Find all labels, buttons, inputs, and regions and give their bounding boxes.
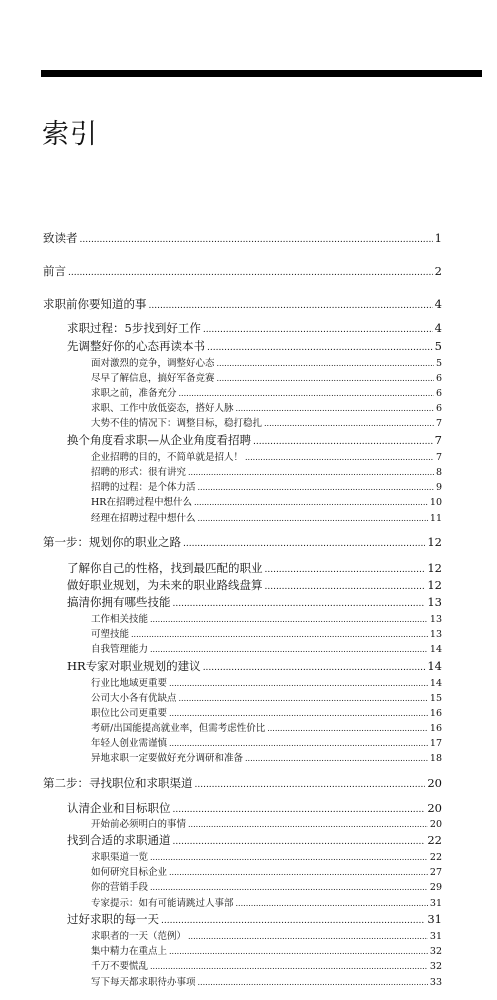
dot-leader [169, 739, 428, 748]
toc-entry-page: 22 [427, 833, 442, 847]
dot-leader [150, 645, 428, 654]
toc-entry[interactable] [91, 958, 442, 972]
toc-entry-page: 31 [429, 898, 442, 909]
dot-leader [161, 916, 425, 926]
dot-leader [179, 389, 434, 398]
toc-entry-page: 12 [427, 535, 442, 549]
toc-entry[interactable] [43, 230, 442, 246]
toc-entry-page: 6 [435, 388, 442, 399]
dot-leader [149, 301, 433, 311]
toc-entry[interactable] [91, 943, 442, 957]
toc-entry-page: 18 [429, 753, 442, 764]
dot-leader [195, 780, 426, 790]
toc-entry-label: 开始前必须明白的事情 [91, 819, 187, 830]
toc-entry-label: 尽早了解信息，搞好军备竞赛 [91, 373, 215, 384]
toc-entry-page: 14 [429, 644, 442, 655]
toc-entry-page: 5 [434, 339, 442, 353]
toc-entry-page: 32 [429, 946, 442, 957]
dot-leader [169, 709, 428, 718]
toc-entry[interactable] [91, 641, 442, 655]
toc-entry-label: 千万不要慌乱 [91, 961, 149, 972]
toc-entry-page: 13 [427, 595, 442, 609]
dot-leader [173, 837, 426, 847]
toc-entry-page: 12 [427, 561, 442, 575]
dot-leader [179, 694, 428, 703]
toc-entry[interactable] [91, 355, 442, 369]
toc-entry[interactable] [91, 400, 442, 414]
toc-entry[interactable] [91, 705, 442, 719]
dot-leader [188, 932, 428, 941]
toc-entry-page: 13 [429, 629, 442, 640]
dot-leader [131, 630, 428, 639]
page-title: 索引 [42, 119, 98, 150]
toc-entry-label: 年轻人创业需谨慎 [91, 738, 168, 749]
toc-entry[interactable] [67, 911, 442, 927]
dot-leader [150, 853, 428, 862]
toc-entry-label: 工作相关技能 [91, 614, 149, 625]
toc-entry-label: 面对激烈的竞争，调整好心态 [91, 358, 215, 369]
toc-entry-label: 换个角度看求职—从企业角度看招聘 [67, 433, 251, 447]
toc-entry-label: 集中精力在重点上 [91, 946, 168, 957]
toc-entry-label: 招聘的形式：很有讲究 [91, 467, 187, 478]
dot-leader [217, 359, 434, 368]
toc-entry-label: 致读者 [43, 231, 78, 245]
toc-entry[interactable] [67, 832, 442, 848]
dot-leader [188, 820, 428, 829]
toc-entry[interactable] [67, 560, 442, 576]
toc-entry-label: 做好职业规划，为未来的职业路线盘算 [67, 578, 263, 592]
toc-entry-label: 大势不佳的情况下：调整目标，稳打稳扎 [91, 418, 263, 429]
toc-entry[interactable] [91, 928, 442, 942]
toc-entry-page: 7 [435, 452, 442, 463]
toc-entry[interactable] [67, 658, 442, 674]
toc-entry[interactable] [91, 479, 442, 493]
toc-entry-page: 33 [429, 977, 442, 988]
toc-entry-page: 11 [429, 513, 442, 524]
dot-leader [265, 582, 426, 592]
dot-leader [150, 883, 428, 892]
toc-entry-page: 14 [429, 678, 442, 689]
toc-entry-label: 前言 [43, 264, 66, 278]
toc-entry-page: 17 [429, 738, 442, 749]
dot-leader [236, 899, 428, 908]
toc-entry-page: 20 [427, 776, 442, 790]
dot-leader [173, 805, 426, 815]
dot-leader [169, 679, 428, 688]
toc-entry[interactable] [91, 895, 442, 909]
toc-entry-page: 20 [429, 819, 442, 830]
dot-leader [267, 724, 428, 733]
dot-leader [245, 453, 434, 462]
dot-leader [264, 419, 434, 428]
toc-entry-page: 16 [429, 708, 442, 719]
toc-entry-page: 12 [427, 578, 442, 592]
toc-entry-label: 先调整好你的心态再读本书 [67, 339, 205, 353]
toc-entry-label: HR在招聘过程中想什么 [91, 497, 192, 508]
toc-entry[interactable] [91, 750, 442, 764]
toc-entry[interactable] [91, 879, 442, 893]
toc-entry-page: 13 [429, 614, 442, 625]
toc-entry[interactable] [67, 800, 442, 816]
header-rule [41, 70, 482, 77]
toc-entry-label: 自我管理能力 [91, 644, 149, 655]
toc-entry[interactable] [91, 690, 442, 704]
toc-entry-page: 27 [429, 867, 442, 878]
dot-leader [198, 514, 428, 523]
toc-entry-page: 10 [429, 497, 442, 508]
toc-entry-page: 2 [434, 264, 442, 278]
toc-entry-page: 6 [435, 373, 442, 384]
toc-entry[interactable] [43, 534, 442, 550]
dot-leader [169, 868, 428, 877]
dot-leader [169, 947, 428, 956]
toc-entry-label: 第一步：规划你的职业之路 [43, 535, 181, 549]
toc-entry-label: 过好求职的每一天 [67, 912, 159, 926]
toc-entry-page: 5 [435, 358, 442, 369]
toc-entry[interactable] [91, 816, 442, 830]
toc-entry-label: 搞清你拥有哪些技能 [67, 595, 171, 609]
toc-entry-page: 31 [429, 931, 442, 942]
toc-entry[interactable] [67, 320, 442, 336]
toc-entry-page: 7 [435, 418, 442, 429]
dot-leader [253, 437, 433, 447]
toc-entry-page: 1 [434, 231, 442, 245]
toc-entry[interactable] [91, 675, 442, 689]
toc-entry-label: 可塑技能 [91, 629, 130, 640]
toc-entry-page: 22 [429, 852, 442, 863]
dot-leader [236, 404, 434, 413]
toc-entry-label: 找到合适的求职通道 [67, 833, 171, 847]
toc-entry-page: 4 [434, 321, 442, 335]
toc-entry-label: 企业招聘的目的，不简单就是招人！ [91, 452, 244, 463]
toc-entry[interactable] [43, 775, 442, 791]
toc-entry[interactable] [67, 338, 442, 354]
toc-entry[interactable] [91, 494, 442, 508]
toc-entry-label: 行业比地域更重要 [91, 678, 168, 689]
toc-entry-page: 6 [435, 403, 442, 414]
toc-entry-page: 9 [435, 482, 442, 493]
toc-entry-label: 写下每天都求职待办事项 [91, 977, 196, 988]
toc-entry[interactable] [91, 626, 442, 640]
toc-entry-label: 认清企业和目标职位 [67, 801, 171, 815]
toc-entry-page: 8 [435, 467, 442, 478]
toc-entry-page: 7 [434, 433, 442, 447]
dot-leader [173, 599, 426, 609]
dot-leader [203, 325, 433, 335]
dot-leader [245, 754, 428, 763]
toc-entry[interactable] [67, 594, 442, 610]
toc-entry[interactable] [91, 611, 442, 625]
toc-entry-label: 求职、工作中放低姿态，搭好人脉 [91, 403, 234, 414]
toc-entry[interactable] [91, 510, 442, 524]
dot-leader [183, 539, 425, 549]
dot-leader [150, 962, 428, 971]
toc-entry-label: 专家提示：如有可能请跳过人事部 [91, 898, 234, 909]
toc-entry-page: 32 [429, 961, 442, 972]
toc-entry-label: 求职过程：5步找到好工作 [67, 321, 201, 335]
toc-entry-page: 15 [429, 693, 442, 704]
dot-leader [203, 663, 426, 673]
toc-entry-label: 如何研究目标企业 [91, 867, 168, 878]
toc-entry[interactable] [91, 464, 442, 478]
toc-entry-label: 异地求职一定要做好充分调研和准备 [91, 753, 244, 764]
toc-entry[interactable] [91, 849, 442, 863]
toc-entry-label: 求职前你要知道的事 [43, 297, 147, 311]
toc-entry-label: 了解你自己的性格，找到最匹配的职业 [67, 561, 263, 575]
toc-entry-label: 求职之前，准备充分 [91, 388, 177, 399]
toc-entry-label: 第二步：寻找职位和求职渠道 [43, 776, 193, 790]
dot-leader [198, 978, 428, 987]
dot-leader [188, 468, 434, 477]
toc-entry-page: 14 [427, 659, 442, 673]
toc-entry-label: 考研/出国能提高就业率，但需考虑性价比 [91, 723, 266, 734]
toc-entry[interactable] [91, 735, 442, 749]
toc-entry-label: 你的营销手段 [91, 882, 149, 893]
toc-entry[interactable] [67, 577, 442, 593]
toc-entry[interactable] [91, 415, 442, 429]
toc-entry[interactable] [91, 449, 442, 463]
toc-entry-page: 29 [429, 882, 442, 893]
dot-leader [80, 235, 433, 245]
toc-entry-page: 4 [434, 297, 442, 311]
toc-entry[interactable] [43, 296, 442, 312]
dot-leader [198, 483, 434, 492]
dot-leader [217, 374, 434, 383]
toc-entry[interactable] [91, 370, 442, 384]
toc-entry[interactable] [91, 720, 442, 734]
toc-entry-label: 公司大小各有优缺点 [91, 693, 177, 704]
toc-entry-label: 经理在招聘过程中想什么 [91, 513, 196, 524]
toc-entry-page: 31 [427, 912, 442, 926]
toc-entry[interactable] [91, 974, 442, 988]
toc-entry[interactable] [91, 864, 442, 878]
toc-entry-label: 职位比公司更重要 [91, 708, 168, 719]
toc-entry[interactable] [67, 432, 442, 448]
toc-entry-label: 招聘的过程：是个体力活 [91, 482, 196, 493]
toc-entry-label: 求职渠道一览 [91, 852, 149, 863]
dot-leader [150, 615, 428, 624]
toc-entry-page: 20 [427, 801, 442, 815]
dot-leader [68, 268, 433, 278]
toc-entry[interactable] [91, 385, 442, 399]
toc-entry-label: HR专家对职业规划的建议 [67, 659, 201, 673]
dot-leader [194, 498, 428, 507]
dot-leader [207, 343, 433, 353]
toc-entry[interactable] [43, 263, 442, 279]
toc-entry-page: 16 [429, 723, 442, 734]
dot-leader [265, 565, 426, 575]
toc-entry-label: 求职者的一天（范例） [91, 931, 187, 942]
